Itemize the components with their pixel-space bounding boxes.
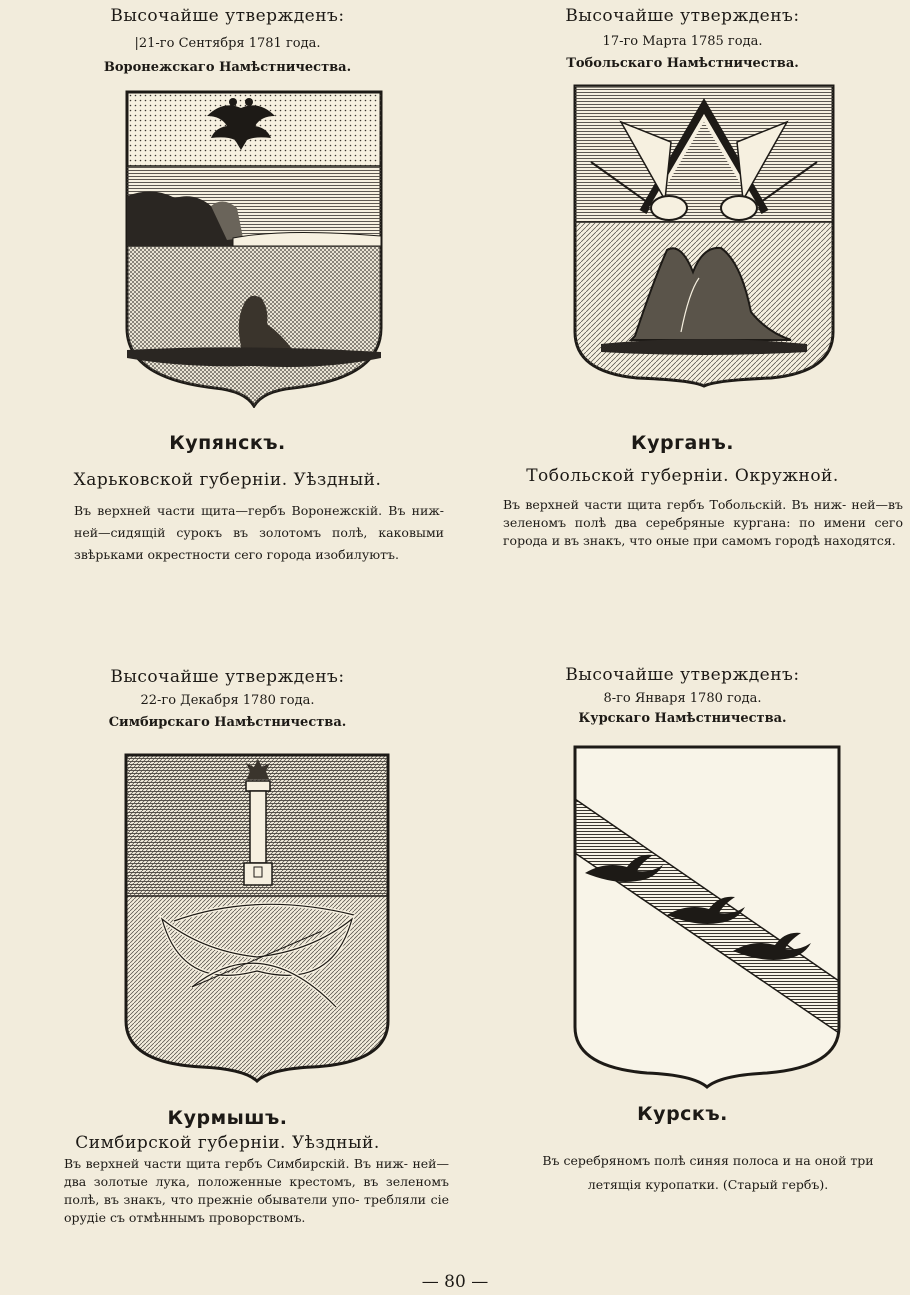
city-name: Курмышъ. bbox=[167, 1107, 288, 1129]
approval-date: 22-го Декабря 1780 года. bbox=[140, 693, 315, 708]
blazon-description: Въ верхней части щита—гербъ Воронежскій. Въ ниж- ней—сидящій сурокъ въ золотомъ полѣ, каковыми звѣрьками окрестности сего города изобилуютъ. bbox=[74, 503, 444, 562]
region-name: Воронежскаго Намѣстничества. bbox=[103, 60, 352, 75]
region-name: Симбирскаго Намѣстничества. bbox=[108, 715, 347, 730]
governorate-name: Тобольской губерніи. Окружной. bbox=[526, 466, 839, 486]
approval-date: |21-го Сентября 1781 года. bbox=[134, 36, 321, 51]
coat-of-arms-entry bbox=[455, 0, 910, 640]
page-number: — 80 — bbox=[421, 1272, 489, 1292]
blazon-description: Въ верхней части щита гербъ Симбирскій. Въ ниж- ней—два золотые лука, положенные крестомъ, въ зеленомъ полѣ, въ знакъ, что прежніе обыватели упо- требляли сіе орудіе съ отмѣннымъ проворствомъ. bbox=[64, 1156, 449, 1225]
region-name: Тобольскаго Намѣстничества. bbox=[566, 56, 799, 71]
coat-of-arms-shield bbox=[122, 751, 392, 1083]
coat-of-arms-shield bbox=[571, 743, 843, 1089]
blazon-description: Въ верхней части щита гербъ Тобольскій. Въ ниж- ней—въ зеленомъ полѣ два серебряные кургана: по имени сего города и въ знакъ, что оные при самомъ городѣ находятся. bbox=[503, 497, 903, 548]
city-name: Курскъ. bbox=[637, 1103, 728, 1125]
coat-of-arms-shield bbox=[123, 88, 385, 408]
coat-of-arms-entry bbox=[0, 0, 455, 640]
approval-date: 8-го Января 1780 года. bbox=[603, 691, 762, 706]
region-name: Курскаго Намѣстничества. bbox=[578, 711, 787, 726]
approval-date: 17-го Марта 1785 года. bbox=[602, 34, 763, 49]
approval-heading: Высочайше утвержденъ: bbox=[565, 6, 800, 26]
governorate-name: Харьковской губерніи. Уѣздный. bbox=[73, 470, 382, 490]
approval-heading: Высочайше утвержденъ: bbox=[110, 6, 345, 26]
coat-of-arms-shield bbox=[571, 82, 837, 388]
blazon-description: Въ серебряномъ полѣ синяя полоса и на оной три летящія куропатки. (Старый гербъ). bbox=[542, 1153, 874, 1192]
coat-of-arms-entry bbox=[0, 655, 455, 1295]
city-name: Курганъ. bbox=[631, 432, 734, 454]
governorate-name: Симбирской губерніи. Уѣздный. bbox=[75, 1133, 380, 1153]
coat-of-arms-entry bbox=[455, 655, 910, 1295]
approval-heading: Высочайше утвержденъ: bbox=[565, 665, 800, 685]
city-name: Купянскъ. bbox=[169, 432, 286, 454]
approval-heading: Высочайше утвержденъ: bbox=[110, 667, 345, 687]
